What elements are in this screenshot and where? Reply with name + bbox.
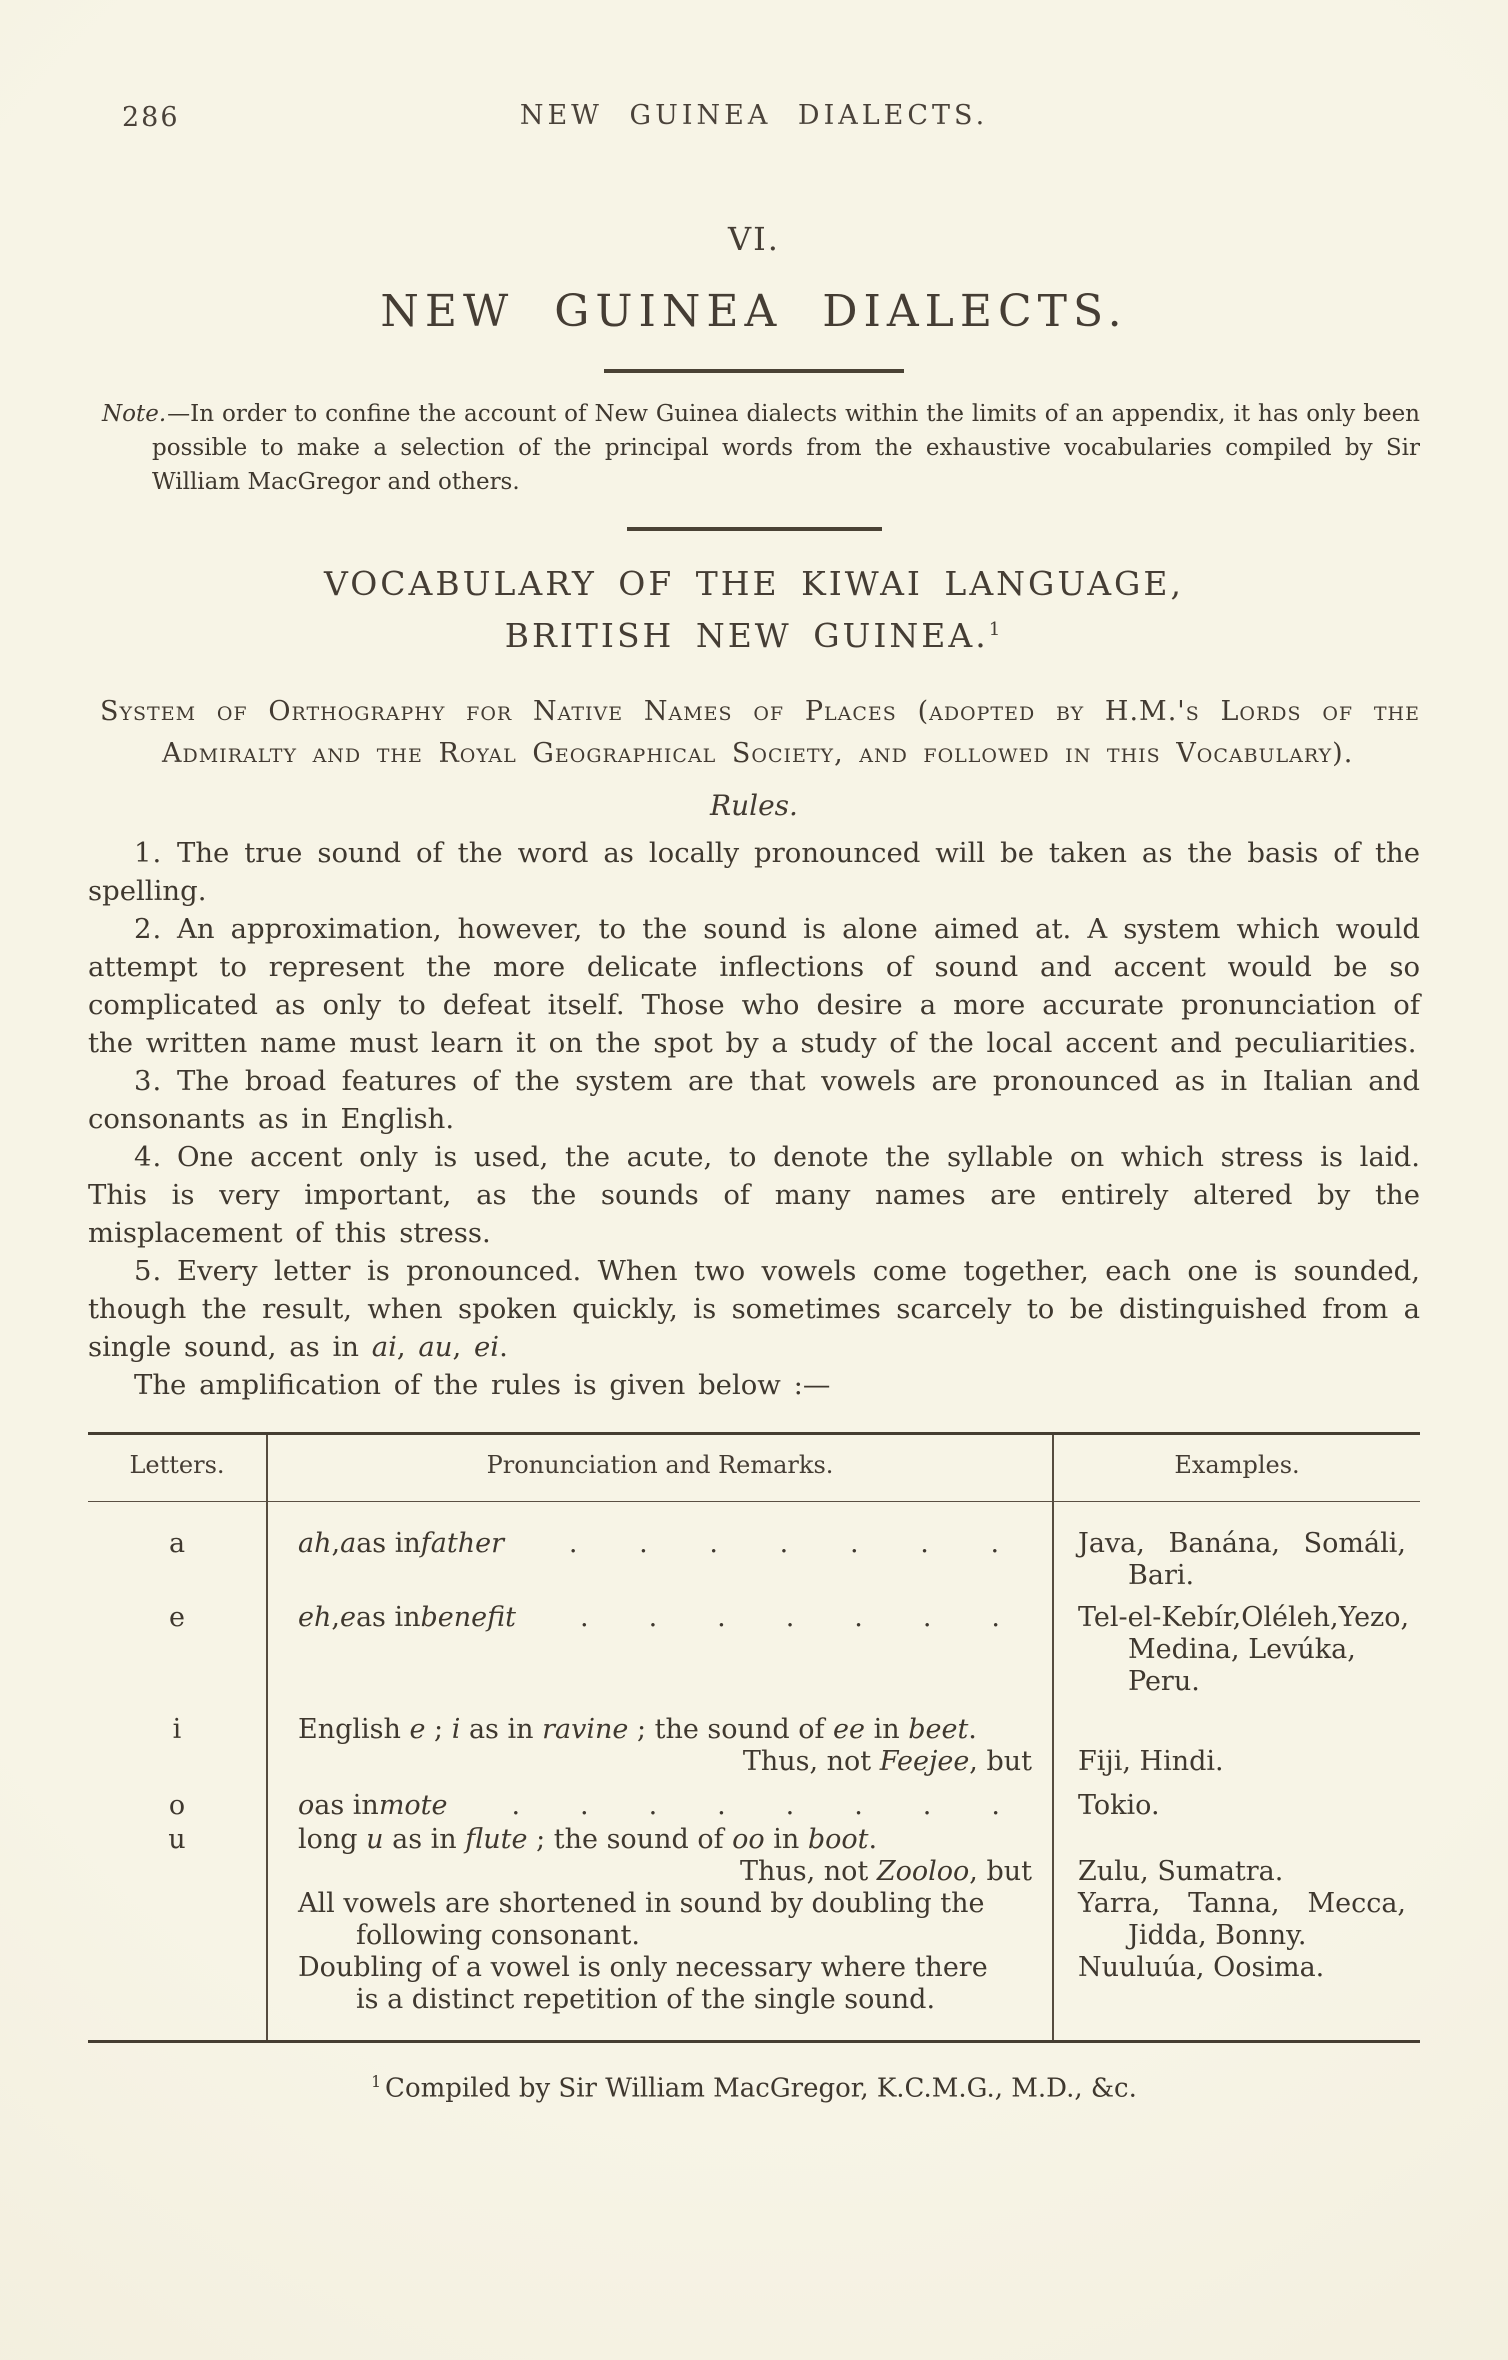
rule-number: 4. [134, 1141, 177, 1173]
italic-text: i [451, 1714, 461, 1745]
example-line: Tokio. [1078, 1790, 1160, 1821]
letter-cell [88, 1502, 266, 1592]
text: ; the sound of [628, 1714, 834, 1745]
text: as in [314, 1790, 379, 1821]
example-line [1078, 1984, 1414, 2016]
example-line: Tel-el-Kebír,Oléleh,Yezo, [1078, 1602, 1410, 1633]
leader-dot: . [991, 1790, 1000, 1821]
text: The broad features of the system are that vowels are pronounced as in Italian and consonants as in English. [88, 1065, 1420, 1135]
leader-dot: . [785, 1790, 795, 1821]
text: Every letter is pronounced. When two vowels come together, each one is sounded, though the result, when spoken quickly, is sometimes scarcely to be distinguished from a single sound, as in [88, 1255, 1420, 1363]
rule-paragraph [88, 1138, 1420, 1252]
footnote [88, 2073, 1420, 2104]
leader-dot: . [648, 1602, 658, 1633]
amplification-line: The amplification of the rules is given below :— [134, 1369, 831, 1401]
pronunciation-line [298, 1952, 1040, 1984]
text: An approximation, however, to the sound is alone aimed at. A system which would attempt to represent the more delicate inflections of sound and accent would be so complicated as only to defeat itself. Those who desire a more accurate pronunciation of the written name must learn it on the spot by a study of the local accent and peculiarities. [88, 913, 1420, 1059]
italic-text: mote [378, 1790, 448, 1821]
pronunciation-cell [266, 1592, 1052, 1698]
leader-dot: . [568, 1528, 578, 1559]
column-header-pronunciation: Pronunciation and Remarks. [266, 1435, 1052, 1502]
text: long [298, 1824, 367, 1855]
pronunciation-line [298, 1528, 1040, 1560]
text: , [396, 1331, 419, 1363]
leader-dot: . [990, 1528, 1000, 1559]
orthography-heading: System of Orthography for Native Names of Places (adopted by H.M.'s Lords of the Admiralty and the Royal Geographical Society, and followed in this Vocabulary). [100, 696, 1420, 769]
page-title: NEW GUINEA DIALECTS. [380, 286, 1128, 337]
text: The true sound of the word as locally pronounced will be taken as the basis of the spelling. [88, 837, 1420, 907]
italic-text: flute [465, 1824, 528, 1855]
examples-cell [1052, 1502, 1420, 1592]
italic-text: a [340, 1528, 357, 1559]
running-title: NEW GUINEA DIALECTS. [519, 100, 989, 131]
leader-dot: . [920, 1528, 929, 1559]
leader-dot: . [922, 1790, 932, 1821]
examples-cell [1052, 1778, 1420, 1822]
text: All vowels are shortened in sound by doubling the [298, 1888, 985, 1919]
pronunciation-line [298, 1920, 1040, 1952]
rule-paragraph [88, 1062, 1420, 1138]
example-line: Medina, Levúka, Peru. [1128, 1634, 1356, 1697]
column-header-letters: Letters. [88, 1435, 266, 1502]
italic-text: ravine [542, 1714, 629, 1745]
text: , but [969, 1856, 1032, 1887]
orthography-table [88, 1432, 1420, 2043]
rule-number: 5. [134, 1255, 177, 1287]
leader-dot: . [854, 1602, 863, 1633]
text: as in [356, 1528, 421, 1559]
example-line: Bari. [1128, 1560, 1195, 1591]
italic-text: boot [807, 1824, 869, 1855]
page-number: 286 [122, 102, 180, 133]
example-line: Jidda, Bonny. [1128, 1920, 1307, 1951]
rule-number: 2. [134, 913, 177, 945]
letter-value: u [168, 1824, 186, 1855]
italic-text: ah [298, 1528, 332, 1559]
dot-leader [504, 1528, 1040, 1560]
italic-text: au [418, 1331, 453, 1363]
italic-text: Zooloo [876, 1856, 970, 1887]
text: in [865, 1714, 909, 1745]
text: as in [383, 1824, 466, 1855]
italic-text: beet [908, 1714, 969, 1745]
leader-dot: . [580, 1790, 589, 1821]
rule-number: 3. [134, 1065, 177, 1097]
vocabulary-heading [88, 561, 1420, 659]
text: as in [355, 1602, 421, 1633]
text: . [499, 1331, 508, 1363]
text: , but [969, 1746, 1032, 1777]
example-line: Fiji, Hindi. [1078, 1746, 1224, 1777]
italic-text: eh [298, 1602, 332, 1633]
vocabulary-heading-line2 [88, 607, 1420, 659]
footnote-text: Compiled by Sir William MacGregor, K.C.M.G., M.D., &c. [385, 2073, 1137, 2104]
examples-cell [1052, 1822, 1420, 2040]
text: following consonant. [356, 1920, 640, 1951]
divider-rule [604, 369, 904, 373]
leader-dot: . [854, 1790, 863, 1821]
section-number: VI. [728, 220, 780, 258]
italic-text: oo [732, 1824, 765, 1855]
letter-value: e [169, 1602, 185, 1633]
text: , [331, 1528, 341, 1559]
dot-leader [516, 1602, 1040, 1634]
leader-dot: . [779, 1528, 789, 1559]
leader-dot: . [580, 1602, 589, 1633]
text: . [968, 1714, 977, 1745]
text: Doubling of a vowel is only necessary where there [298, 1952, 988, 1983]
leader-dot: . [849, 1528, 859, 1559]
italic-text: e [339, 1602, 356, 1633]
pronunciation-line [298, 1984, 1040, 2016]
letter-value: a [168, 1528, 186, 1559]
examples-cell [1052, 1592, 1420, 1698]
text: ; [425, 1714, 452, 1745]
italic-text: ei [474, 1331, 500, 1363]
leader-dot: . [709, 1528, 718, 1559]
example-line [1078, 1714, 1414, 1746]
pronunciation-line [298, 1856, 1040, 1888]
letter-cell [88, 1592, 266, 1698]
rule-paragraph [88, 910, 1420, 1062]
text: . [868, 1824, 878, 1855]
rule-paragraph [88, 1252, 1420, 1366]
pronunciation-cell [266, 1698, 1052, 1778]
vocabulary-heading-line1: VOCABULARY OF THE KIWAI LANGUAGE, [324, 564, 1184, 603]
italic-text: father [420, 1528, 504, 1559]
text: is a distinct repetition of the single sound. [356, 1984, 936, 2015]
leader-dot: . [648, 1790, 658, 1821]
dot-leader [448, 1790, 1040, 1822]
example-line: Nuuluúa, Oosima. [1078, 1952, 1325, 1983]
italic-text: u [366, 1824, 384, 1855]
note-body: —In order to confine the account of New Guinea dialects within the limits of an appendix, it has only been possible to make a selection of the principal words from the exhaustive vocabularies compiled by Sir William MacGregor and others. [152, 401, 1420, 495]
italic-text: ee [833, 1714, 865, 1745]
examples-cell [1052, 1698, 1420, 1778]
book-page [88, 0, 1420, 2104]
text: ; the sound of [527, 1824, 733, 1855]
pronunciation-cell [266, 1502, 1052, 1592]
italic-text: ai [371, 1331, 397, 1363]
pronunciation-line [298, 1790, 1040, 1822]
text: in [764, 1824, 808, 1855]
text: Thus, not [742, 1746, 880, 1777]
rules-section [88, 834, 1420, 1366]
running-header [88, 100, 1420, 140]
letter-value: o [168, 1790, 186, 1821]
example-line: Java, Banána, Somáli, [1078, 1528, 1406, 1559]
italic-text: e [409, 1714, 426, 1745]
letter-cell [88, 1822, 266, 2040]
leader-dot: . [717, 1602, 726, 1633]
example-line: Zulu, Sumatra. [1078, 1856, 1284, 1887]
leader-dot: . [785, 1602, 795, 1633]
note-paragraph [88, 397, 1420, 499]
text: , [452, 1331, 474, 1363]
leader-dot: . [511, 1790, 521, 1821]
pronunciation-line [298, 1714, 1040, 1746]
column-header-examples: Examples. [1052, 1435, 1420, 1502]
rule-paragraph [88, 834, 1420, 910]
leader-dot: . [717, 1790, 726, 1821]
rules-title: Rules. [710, 789, 798, 822]
letter-value: i [172, 1714, 182, 1745]
text: Thus, not [739, 1856, 877, 1887]
example-line: Yarra, Tanna, Mecca, [1078, 1888, 1406, 1919]
footnote-ref: 1 [371, 2073, 382, 2091]
letter-cell [88, 1698, 266, 1778]
rule-number: 1. [134, 837, 177, 869]
pronunciation-cell [266, 1778, 1052, 1822]
leader-dot: . [639, 1528, 648, 1559]
pronunciation-line [298, 1602, 1040, 1634]
divider-rule [627, 527, 882, 531]
example-line [1078, 1824, 1414, 1856]
pronunciation-line [298, 1888, 1040, 1920]
note-label: Note. [102, 401, 167, 427]
text: as in [460, 1714, 543, 1745]
vocabulary-heading-line2-text: BRITISH NEW GUINEA. [504, 616, 989, 655]
italic-text: o [298, 1790, 315, 1821]
italic-text: benefit [420, 1602, 517, 1633]
text: , [331, 1602, 340, 1633]
text: One accent only is used, the acute, to denote the syllable on which stress is laid. This is very important, as the sounds of many names are entirely altered by the misplacement of this stress. [88, 1141, 1420, 1249]
pronunciation-line [298, 1824, 1040, 1856]
text: English [298, 1714, 410, 1745]
footnote-reference: 1 [988, 619, 1004, 640]
leader-dot: . [991, 1602, 1000, 1633]
letter-cell [88, 1778, 266, 1822]
leader-dot: . [922, 1602, 932, 1633]
italic-text: Feejee [879, 1746, 970, 1777]
pronunciation-cell [266, 1822, 1052, 2040]
pronunciation-line [298, 1746, 1040, 1778]
